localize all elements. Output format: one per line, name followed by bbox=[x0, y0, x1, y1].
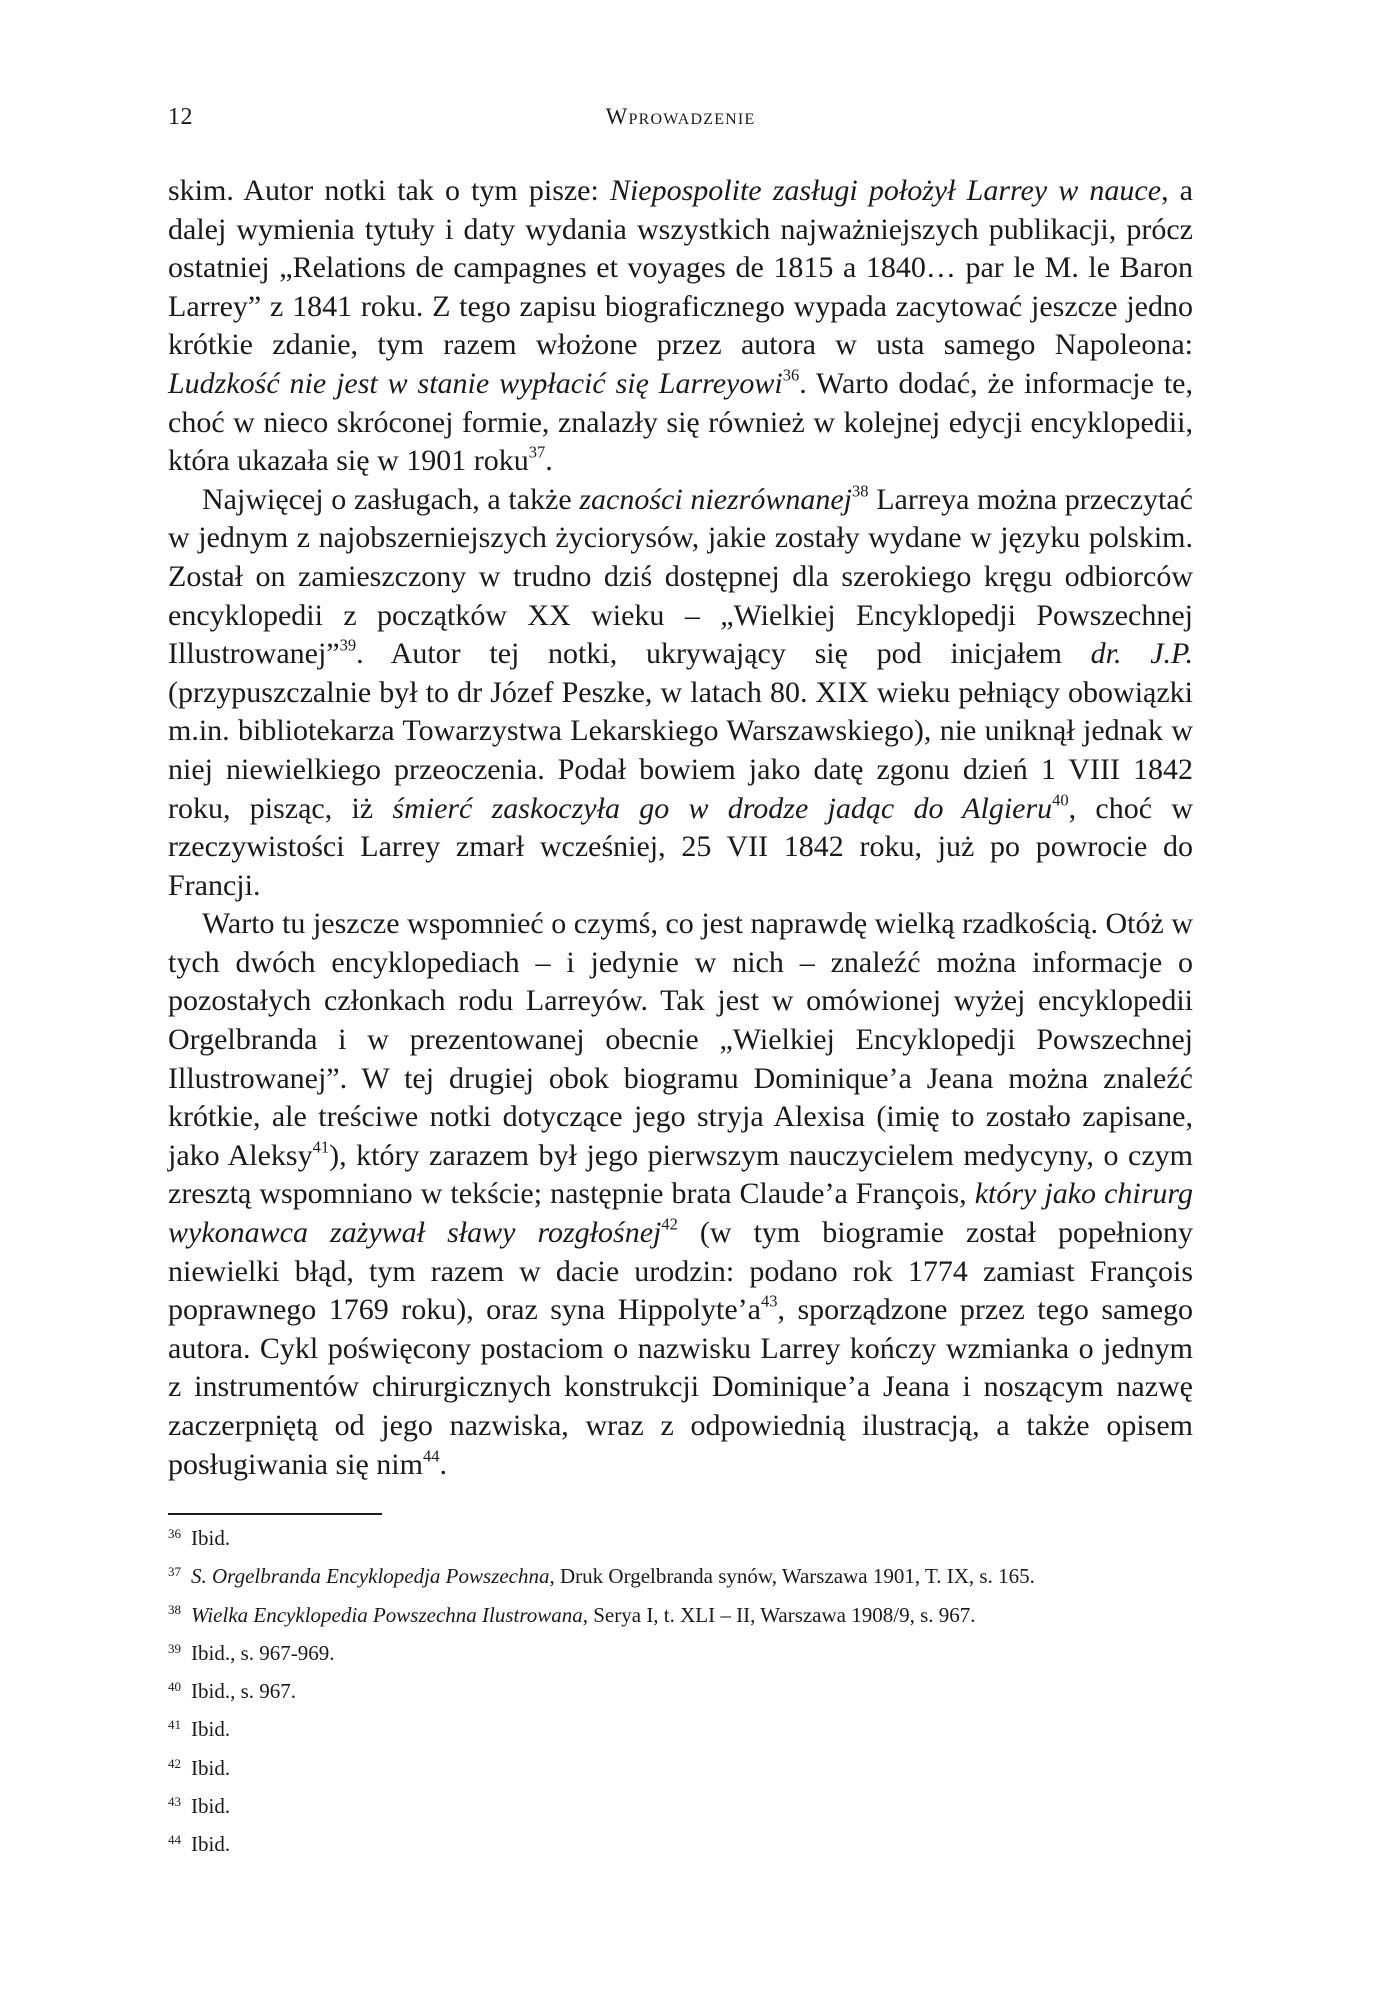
text-run: . bbox=[439, 1447, 447, 1481]
footnote-ref-41[interactable]: 41 bbox=[312, 1137, 330, 1157]
footnote-number: 37 bbox=[168, 1564, 182, 1580]
footnote-ref-43[interactable]: 43 bbox=[761, 1291, 778, 1311]
footnote-text: , Druk Orgelbranda synów, Warszawa 1901, T. IX, s. 165. bbox=[549, 1564, 1035, 1589]
footnote-number: 42 bbox=[168, 1755, 182, 1771]
footnote-42 bbox=[168, 1749, 1193, 1787]
text-run: (w tym biogramie został popełniony niewielki błąd, tym razem w dacie urodzin: podano rok 1774 zamiast François poprawnego 1769 roku), oraz syna Hippolyte’a bbox=[168, 1216, 1193, 1327]
footnote-ref-42[interactable]: 42 bbox=[661, 1214, 678, 1234]
text-run: . bbox=[545, 444, 553, 478]
footnote-number: 41 bbox=[168, 1717, 182, 1733]
italic-quote: Ludzkość nie jest w stanie wypłacić się Larreyowi bbox=[168, 366, 783, 400]
footnote-number: 40 bbox=[168, 1679, 182, 1695]
footnote-text: Ibid. bbox=[191, 1832, 231, 1857]
text-run: Larreya można przeczytać w jednym z najobszerniejszych życiorysów, jakie zostały wydane w języku polskim. Został on zamieszczony w trudno dziś dostępnej dla szerokiego kręgu odbiorców encyklopedii z początków XX wieku – „Wielkiej Encyklopedji Powszechnej Illustrowanej” bbox=[168, 482, 1193, 671]
footnote-ref-37[interactable]: 37 bbox=[528, 442, 546, 462]
footnote-44 bbox=[168, 1825, 1193, 1863]
footnote-text: Ibid., s. 967-969. bbox=[191, 1640, 335, 1665]
paragraph-3 bbox=[168, 905, 1193, 1484]
italic-initials: dr. J.P. bbox=[1090, 637, 1194, 671]
paragraph-1 bbox=[168, 172, 1193, 481]
italic-quote: który jako chirurg wykonawca zażywał sławy rozgłośnej bbox=[168, 1177, 1193, 1250]
text-run: ), który zarazem był jego pierwszym nauczycielem medycyny, o czym zresztą wspomniano w tekście; następnie brata Claude’a François, bbox=[168, 1138, 1193, 1211]
footnote-number: 43 bbox=[168, 1793, 182, 1809]
footnote-text: , Serya I, t. XLI – II, Warszawa 1908/9, s. 967. bbox=[582, 1602, 976, 1627]
text-run: . Autor tej notki, ukrywający się pod inicjałem bbox=[356, 637, 1091, 671]
footnote-ref-38[interactable]: 38 bbox=[852, 481, 869, 501]
footnote-text: Ibid. bbox=[191, 1717, 231, 1742]
text-run: , choć w rzeczywistości Larrey zmarł wcześniej, 25 VII 1842 roku, już po powrocie do Francji. bbox=[168, 791, 1193, 902]
italic-quote: śmierć zaskoczyła go w drodze jadąc do Algieru bbox=[392, 791, 1053, 825]
footnote-36 bbox=[168, 1519, 1193, 1557]
chapter-title: Wprowadzenie bbox=[605, 104, 756, 129]
body-text bbox=[168, 172, 1193, 1484]
page-number: 12 bbox=[168, 104, 193, 130]
footnote-38 bbox=[168, 1596, 1193, 1634]
footnote-text: Ibid. bbox=[191, 1755, 231, 1780]
footnote-ref-40[interactable]: 40 bbox=[1052, 790, 1069, 810]
footnote-text: Ibid. bbox=[191, 1794, 231, 1819]
footnotes bbox=[168, 1519, 1193, 1864]
text-run: Najwięcej o zasługach, a także bbox=[202, 482, 580, 516]
italic-quote: zacności niezrównanej bbox=[579, 482, 853, 516]
running-head bbox=[168, 104, 1193, 138]
text-run: , sporządzone przez tego samego autora. Cykl poświęcony postaciom o nazwisku Larrey kończy wzmianka o jednym z instrumentów chirurgicznych konstrukcji Dominique’a Jeana i noszącym nazwę zaczerpniętą od jego nazwiska, wraz z odpowiednią ilustracją, a także opisem posługiwania się nim bbox=[168, 1293, 1194, 1481]
footnote-italic: Wielka Encyklopedia Powszechna Ilustrowana bbox=[191, 1602, 583, 1627]
text-run: . Warto dodać, że informacje te, choć w nieco skróconej formie, znalazły się również w kolejnej edycji encyklopedii, która ukazała się w 1901 roku bbox=[168, 366, 1193, 478]
footnote-text: Ibid. bbox=[191, 1526, 231, 1550]
footnote-separator bbox=[168, 1513, 382, 1515]
footnote-number: 44 bbox=[168, 1832, 182, 1848]
footnote-40 bbox=[168, 1672, 1193, 1710]
footnote-39 bbox=[168, 1634, 1193, 1672]
text-run: , a dalej wymienia tytuły i daty wydania wszystkich najważniejszych publikacji, prócz ostatniej „Relations de campagnes et voyages de 1815 a 1840… par le M. le Baron Larrey” z 1841 roku. Z tego zapisu biograficznego wypada zacytować jeszcze jedno krótkie zdanie, tym razem włożone przez autora w usta samego Napoleona: bbox=[168, 174, 1193, 362]
footnote-41 bbox=[168, 1710, 1193, 1748]
footnote-number: 39 bbox=[168, 1640, 182, 1656]
text-run: skim. Autor notki tak o tym pisze: bbox=[168, 174, 610, 207]
footnote-ref-36[interactable]: 36 bbox=[782, 365, 800, 385]
footnote-number: 38 bbox=[168, 1602, 182, 1618]
text-run: (przypuszczalnie był to dr Józef Peszke, w latach 80. XIX wieku pełniący obowiązki m.in. bibliotekarza Towarzystwa Lekarskiego Warszawskiego), nie uniknął jednak w niej niewielkiego przeoczenia. Podał bowiem jako datę zgonu dzień 1 VIII 1842 roku, pisząc, iż bbox=[168, 675, 1193, 825]
italic-quote: Niepospolite zasługi położył Larrey w nauce bbox=[609, 174, 1162, 207]
text-run: Warto tu jeszcze wspomnieć o czymś, co jest naprawdę wielką rzadkością. Otóż w tych dwóch encyklopediach – i jedynie w nich – znaleźć można informacje o pozostałych członkach rodu Larreyów. Tak jest w omówionej wyżej encyklopedii Orgelbranda i w prezentowanej obecnie „Wielkiej Encyklopedji Powszechnej Illustrowanej”. W tej drugiej obok biogramu Dominique’a Jeana można znaleźć krótkie, ale treściwe notki dotyczące jego stryja Alexisa (imię to zostało zapisane, jako Aleksy bbox=[168, 907, 1193, 1172]
footnote-ref-39[interactable]: 39 bbox=[339, 635, 357, 655]
footnote-43 bbox=[168, 1787, 1193, 1825]
footnote-number: 36 bbox=[168, 1525, 182, 1541]
paragraph-2 bbox=[168, 481, 1193, 906]
footnote-italic: S. Orgelbranda Encyklopedja Powszechna bbox=[191, 1564, 550, 1589]
footnote-ref-44[interactable]: 44 bbox=[422, 1446, 440, 1466]
footnote-37 bbox=[168, 1557, 1193, 1595]
footnote-text: Ibid., s. 967. bbox=[191, 1679, 297, 1704]
